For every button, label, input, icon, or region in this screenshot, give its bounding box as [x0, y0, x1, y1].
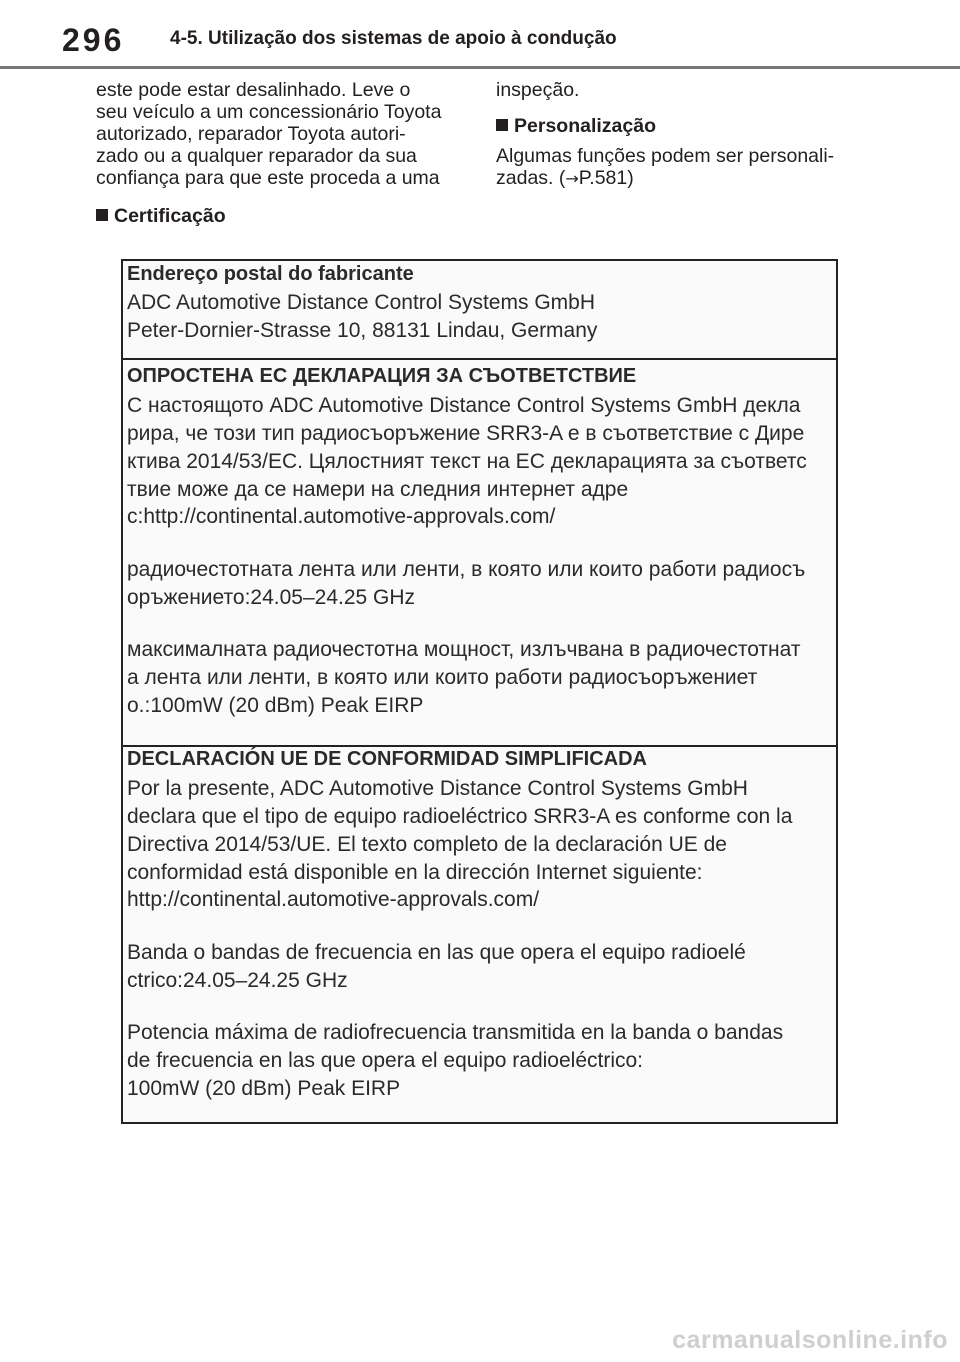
text-line: Algumas funções podem ser personali- — [496, 145, 835, 167]
page-header-title: 4-5. Utilização dos sistemas de apoio à condução — [170, 28, 617, 49]
continued-text: inspeção. — [496, 79, 580, 101]
page-number: 296 — [62, 22, 125, 58]
spanish-line: Banda o bandas de frecuencia en las que opera el equipo radioelé — [127, 941, 746, 964]
bulgarian-line: о.:100mW (20 dBm) Peak EIRP — [127, 694, 424, 717]
personalization-body — [496, 145, 876, 190]
bulgarian-line: твие може да се намери на следния интернет адре — [127, 478, 629, 501]
personalization-heading-label: Personalização — [514, 115, 656, 137]
manufacturer-line: Peter-Dornier-Strasse 10, 88131 Lindau, Germany — [127, 319, 598, 342]
bulgarian-line: c:http://continental.automotive-approvals.com/ — [127, 505, 556, 528]
header-rule — [0, 66, 960, 69]
section-divider — [123, 745, 836, 747]
right-column — [496, 79, 876, 190]
text-line: autorizado, reparador Toyota autori- — [96, 123, 406, 145]
bulgarian-line: рира, че този тип радиосъоръжение SRR3-A е в съответствие с Дире — [127, 422, 805, 445]
spanish-line: http://continental.automotive-approvals.com/ — [127, 888, 540, 911]
manufacturer-line: ADC Automotive Distance Control Systems GmbH — [127, 291, 595, 314]
certification-heading — [96, 205, 471, 227]
text-line: seu veículo a um concessionário Toyota — [96, 101, 442, 123]
text-line: ) — [627, 167, 634, 189]
bulgarian-declaration-heading: ОПРОСТЕНА ЕС ДЕКЛАРАЦИЯ ЗА СЪОТВЕТСТВИЕ — [127, 365, 637, 387]
square-bullet-icon — [96, 209, 108, 221]
left-paragraph — [96, 79, 471, 189]
spanish-line: Potencia máxima de radiofrecuencia transmitida en la banda o bandas — [127, 1021, 784, 1044]
bulgarian-line: оръжението:24.05–24.25 GHz — [127, 586, 416, 609]
bulgarian-line: радиочестотната лента или ленти, в която или които работи радиосъ — [127, 558, 806, 581]
bulgarian-line: максималната радиочестотна мощност, излъчвана в радиочестотнат — [127, 638, 801, 661]
text-line: confiança para que este proceda a uma — [96, 167, 440, 189]
bulgarian-line: ктива 2014/53/ЕС. Цялостният текст на ЕС декларацията за съответс — [127, 450, 807, 473]
square-bullet-icon — [496, 119, 508, 131]
watermark: carmanualsonline.info — [672, 1326, 948, 1354]
spanish-line: ctrico:24.05–24.25 GHz — [127, 969, 348, 992]
spanish-line: 100mW (20 dBm) Peak EIRP — [127, 1077, 401, 1100]
link-arrow-icon: → — [565, 169, 579, 188]
manufacturer-heading: Endereço postal do fabricante — [127, 263, 414, 285]
personalization-heading — [496, 115, 876, 137]
spanish-line: de frecuencia en las que opera el equipo radioeléctrico: — [127, 1049, 644, 1072]
spanish-line: Directiva 2014/53/UE. El texto completo de la declaración UE de — [127, 833, 727, 856]
bulgarian-line: а лента или ленти, в която или които работи радиосъоръжениет — [127, 666, 758, 689]
text-line: zado ou a qualquer reparador da sua — [96, 145, 417, 167]
spanish-line: Por la presente, ADC Automotive Distance Control Systems GmbH — [127, 777, 748, 800]
spanish-declaration-heading: DECLARACIÓN UE DE CONFORMIDAD SIMPLIFICADA — [127, 748, 647, 770]
spanish-line: conformidad está disponible en la dirección Internet siguiente: — [127, 861, 703, 884]
section-divider — [123, 358, 836, 360]
certification-heading-label: Certificação — [114, 205, 226, 227]
page-reference-link[interactable]: P.581 — [578, 167, 628, 189]
bulgarian-line: С настоящото ADC Automotive Distance Control Systems GmbH декла — [127, 394, 801, 417]
spanish-line: declara que el tipo de equipo radioeléctrico SRR3-A es conforme con la — [127, 805, 793, 828]
text-line: zadas. ( — [496, 167, 566, 189]
text-line: este pode estar desalinhado. Leve o — [96, 79, 411, 101]
certificate-box — [121, 259, 838, 1124]
left-column — [96, 79, 471, 227]
